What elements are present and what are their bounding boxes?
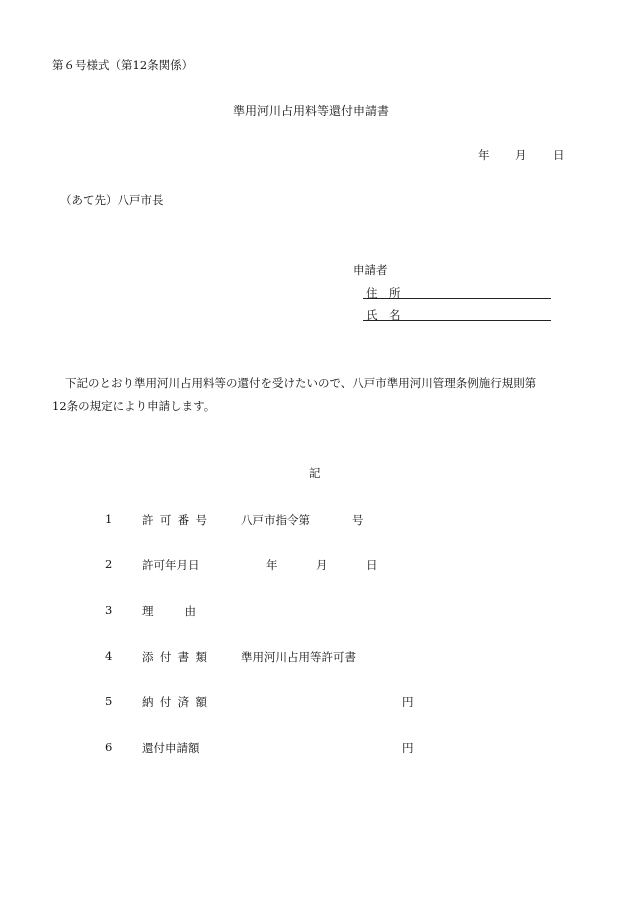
date-month: 月	[515, 148, 527, 162]
attachment-document: 準用河川占用等許可書	[241, 650, 356, 664]
permit-date-year: 年	[266, 558, 278, 572]
permit-date-month: 月	[316, 558, 328, 572]
address-label: 住 所	[366, 286, 401, 300]
permit-number-suffix: 号	[352, 513, 364, 527]
body-text-line1: 下記のとおり準用河川占用料等の還付を受けたいので、八戸市準用河川管理条例施行規則第	[65, 376, 537, 390]
form-number: 第６号様式（第12条関係）	[52, 58, 194, 72]
refund-amount-yen: 円	[402, 741, 414, 755]
item-label-reason: 理由	[142, 604, 228, 618]
item-number: 6	[105, 740, 113, 754]
item-label-permit-date: 許可年月日	[142, 558, 200, 572]
item-label-paid-amount: 納付済額	[142, 695, 214, 709]
permit-date-day: 日	[366, 558, 378, 572]
name-underline[interactable]	[363, 320, 551, 321]
item-number: 5	[105, 694, 113, 708]
item-number: 3	[105, 603, 113, 617]
paid-amount-yen: 円	[402, 695, 414, 709]
item-label-permit-number: 許可番号	[142, 513, 214, 527]
addressee: （あて先）八戸市長	[60, 193, 164, 207]
item-label-refund-amount: 還付申請額	[142, 741, 200, 755]
item-label-attachments: 添付書類	[142, 650, 214, 664]
item-number: 2	[105, 557, 113, 571]
permit-number-prefix: 八戸市指令第	[241, 513, 310, 527]
item-number: 4	[105, 649, 113, 663]
applicant-label: 申請者	[353, 263, 388, 277]
item-number: 1	[105, 512, 113, 526]
body-text-line2: 12条の規定により申請します。	[52, 399, 216, 413]
name-label: 氏 名	[366, 308, 401, 322]
ki-heading: 記	[309, 466, 321, 480]
document-title: 準用河川占用料等還付申請書	[233, 104, 390, 118]
date-year: 年	[478, 148, 490, 162]
address-underline[interactable]	[363, 298, 551, 299]
date-day: 日	[553, 148, 565, 162]
